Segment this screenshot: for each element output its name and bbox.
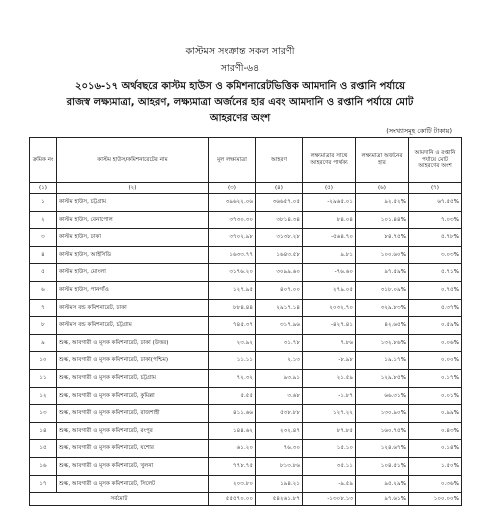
index-cell: (৫) — [303, 183, 356, 194]
name-cell: শুল্ক, আবগারী ও মূসক কমিশনারেট, যশোর — [57, 440, 209, 458]
target-cell: ১৬৩৩.৭৭ — [209, 246, 256, 264]
name-cell: কাস্টম হাউস, পানগাঁও — [57, 281, 209, 299]
table-row — [30, 457, 462, 475]
name-cell: কাস্টম হাউস, বেনাপোল — [57, 211, 209, 229]
table-row — [30, 334, 462, 352]
share-cell: ৩.০৩% — [409, 246, 462, 264]
difference-cell: ৮৪.০৪ — [303, 211, 356, 229]
table-row — [30, 299, 462, 317]
table-row — [30, 352, 462, 370]
table-row — [30, 440, 462, 458]
table-row — [30, 387, 462, 405]
name-cell: শুল্ক, আবগারী ও মূসক কমিশনারেট, খুলনা — [57, 457, 209, 475]
col-header-name: কাস্টম হাউস/কমিশনারেটের নাম — [57, 138, 209, 183]
share-cell: ০.৭৫% — [409, 281, 462, 299]
target-cell: ৭৭৮.৭৫ — [209, 457, 256, 475]
achievement-cell: ১০৪.৫১% — [356, 457, 409, 475]
share-cell: ০.৯৯% — [409, 405, 462, 423]
difference-cell: ২১.৫৯ — [303, 369, 356, 387]
collection-cell: ১৯৪.২১ — [256, 475, 303, 493]
achievement-cell: ১০১.৪৪% — [356, 211, 409, 229]
serial-cell: ১১ — [30, 369, 57, 387]
target-cell: ৪১১.৬৬ — [209, 405, 256, 423]
achievement-cell: ৬৬.৩১% — [356, 387, 409, 405]
share-cell: ০.১৭% — [409, 369, 462, 387]
collection-cell: ৮১৩.৮৬ — [256, 457, 303, 475]
serial-cell: ১০ — [30, 352, 57, 370]
share-cell: ৫.৩৭% — [409, 299, 462, 317]
target-cell: ২৩.৯২ — [209, 334, 256, 352]
revenue-table — [29, 137, 462, 506]
share-cell: ৫.৭৮% — [409, 229, 462, 247]
achievement-cell: ৯২.৫২% — [356, 194, 409, 212]
difference-cell: -৫৬৪.৭০ — [303, 229, 356, 247]
serial-cell: ৫ — [30, 264, 57, 282]
share-cell: ০.৪৩% — [409, 422, 462, 440]
difference-cell: ১৫.১০ — [303, 440, 356, 458]
table-row — [30, 422, 462, 440]
index-cell: (২) — [57, 183, 209, 194]
col-header-achievement-rate: লক্ষ্যমাত্রা অর্জনের হার — [356, 138, 409, 183]
table-title-line-3: আহরণের অংশ — [209, 113, 271, 124]
name-cell: শুল্ক, আবগারী ও মূসক কমিশনারেট, ঢাকা(পশ্চিম) — [57, 352, 209, 370]
collection-cell: ৩৮১৪.৩৪ — [256, 211, 303, 229]
collection-cell: ২৯১৭.১৪ — [256, 299, 303, 317]
table-row — [30, 281, 462, 299]
serial-cell: ৩ — [30, 229, 57, 247]
difference-cell: ৭.৮৬ — [303, 334, 356, 352]
difference-cell: ৯.৮১ — [303, 246, 356, 264]
target-cell: ৮৮৪.৪৪ — [209, 299, 256, 317]
serial-cell: ৪ — [30, 246, 57, 264]
serial-cell: ১৭ — [30, 475, 57, 493]
difference-cell: ২৭৯.০৫ — [303, 281, 356, 299]
index-cell: (৪) — [256, 183, 303, 194]
achievement-cell: ৮৪.৭৫% — [356, 229, 409, 247]
share-cell: ০.৩৬% — [409, 475, 462, 493]
table-row — [30, 211, 462, 229]
serial-cell: ২ — [30, 211, 57, 229]
target-cell: ৭৪৫.৩৭ — [209, 317, 256, 335]
serial-cell: ১ — [30, 194, 57, 212]
target-cell: ৩৭৩০.৩০ — [209, 211, 256, 229]
collection-cell: ৫৩৮.৮৮ — [256, 405, 303, 423]
serial-cell: ৯ — [30, 334, 57, 352]
collection-cell: ৭৬.৩০ — [256, 440, 303, 458]
share-cell: ৫.৭১% — [409, 264, 462, 282]
name-cell: শুল্ক, আবগারী ও মূসক কমিশনারেট, সিলেট — [57, 475, 209, 493]
index-cell: (৬) — [356, 183, 409, 194]
total-row — [30, 493, 462, 506]
target-cell: ৬১.২০ — [209, 440, 256, 458]
name-cell: কাস্টম হাউস, মোংলা — [57, 264, 209, 282]
table-title-line-2: রাজস্ব লক্ষ্যমাত্রা, আহরণ, লক্ষ্যমাত্রা অর্জনের হার এবং আমদানি ও রপ্তানি পর্যায়ে মোট — [66, 97, 414, 108]
col-header-target: মূল লক্ষ্যমাত্রা — [209, 138, 256, 183]
achievement-cell: ৯৫.২৯% — [356, 475, 409, 493]
difference-cell: ৮৭.৮৫ — [303, 422, 356, 440]
column-index-row — [30, 183, 462, 194]
serial-cell: ১২ — [30, 387, 57, 405]
target-cell: ৩৭০২.৯৮ — [209, 229, 256, 247]
serial-cell: ১৫ — [30, 440, 57, 458]
achievement-cell: ৪২.৬৫% — [356, 317, 409, 335]
table-number: সারণী-৬৪ — [220, 63, 260, 74]
name-cell: কাস্টমস বন্ড কমিশনারেট, ঢাকা — [57, 299, 209, 317]
name-cell: শুল্ক, আবগারী ও মূসক কমিশনারেট, ঢাকা (উত্তর) — [57, 334, 209, 352]
name-cell: কাস্টম হাউস, ঢাকা — [57, 229, 209, 247]
name-cell: শুল্ক, আবগারী ও মূসক কমিশনারেট, চট্টগ্রাম — [57, 369, 209, 387]
collection-cell: ৩.৬৮ — [256, 387, 303, 405]
achievement-cell: ৯৭.৫৯% — [356, 264, 409, 282]
achievement-cell: ১৩২.৮৬% — [356, 334, 409, 352]
table-row — [30, 317, 462, 335]
share-cell: ৬৭.৫৫% — [409, 194, 462, 212]
serial-cell: ৬ — [30, 281, 57, 299]
difference-cell: -৪২৭.৪১ — [303, 317, 356, 335]
name-cell: কাস্টমস বন্ড কমিশনারেট, চট্টগ্রাম — [57, 317, 209, 335]
target-cell: ৫.৫৫ — [209, 387, 256, 405]
target-cell: ৩১৭৬.২০ — [209, 264, 256, 282]
achievement-cell: ৩১৮.০৯% — [356, 281, 409, 299]
name-cell: শুল্ক, আবগারী ও মূসক কমিশনারেট, কুমিল্লা — [57, 387, 209, 405]
table-row — [30, 405, 462, 423]
index-cell: (৩) — [209, 183, 256, 194]
table-header-row — [30, 138, 462, 183]
share-cell: ১.৫০% — [409, 457, 462, 475]
name-cell: শুল্ক, আবগারী ও মূসক কমিশনারেট, রাজশাহী — [57, 405, 209, 423]
total-target: ৫৫৫৭০.০০ — [209, 493, 256, 506]
section-title: কাস্টমস সংক্রান্ত সকল সারণী — [185, 46, 295, 57]
achievement-cell: ১৯.১৭% — [356, 352, 409, 370]
difference-cell: -৭৬.৬০ — [303, 264, 356, 282]
target-cell: ১১.১১ — [209, 352, 256, 370]
unit-note: (সংখ্যাসমূহ কোটি টাকায়) — [386, 127, 452, 135]
collection-cell: ২৩২.৪৭ — [256, 422, 303, 440]
serial-cell: ৮ — [30, 317, 57, 335]
achievement-cell: ১৬০.৭৫% — [356, 422, 409, 440]
achievement-cell: ৩২৯.৮৩% — [356, 299, 409, 317]
target-cell: ৭২.৩২ — [209, 369, 256, 387]
col-header-share: আমদানি ও রপ্তানি পর্যায়ে মোট আহরণের অংশ — [409, 138, 462, 183]
total-collection: ৫৪২৬১.৮৭ — [256, 493, 303, 506]
share-cell: ০.৫৯% — [409, 317, 462, 335]
serial-cell: ১৩ — [30, 405, 57, 423]
total-label: সর্বমোট — [30, 493, 209, 506]
col-header-serial: ক্রমিক নং — [30, 138, 57, 183]
collection-cell: ৩৬৬৫৭.০৫ — [256, 194, 303, 212]
difference-cell: ১২৭.২২ — [303, 405, 356, 423]
name-cell: শুল্ক, আবগারী ও মূসক কমিশনারেট, রংপুর — [57, 422, 209, 440]
target-cell: ২০৩.৮০ — [209, 475, 256, 493]
target-cell: ৩৯৬২২.০৬ — [209, 194, 256, 212]
achievement-cell: ১২৪.৬৭% — [356, 440, 409, 458]
table-title-line-1: ২০১৬-১৭ অর্থবছরে কাস্টম হাউস ও কমিশনারেটভিত্তিক আমদানি ও রপ্তানি পর্যায়ে — [74, 81, 406, 92]
col-header-collection: আহরণ — [256, 138, 303, 183]
table-row — [30, 194, 462, 212]
achievement-cell: ১২৯.৮৫% — [356, 369, 409, 387]
target-cell: ১৪৪.৬২ — [209, 422, 256, 440]
difference-cell: -১.৮৭ — [303, 387, 356, 405]
serial-cell: ১৬ — [30, 457, 57, 475]
target-cell: ১২৭.৯৫ — [209, 281, 256, 299]
difference-cell: -৮.৯৮ — [303, 352, 356, 370]
table-row — [30, 246, 462, 264]
share-cell: ০.১৪% — [409, 440, 462, 458]
difference-cell: ৩৫.১১ — [303, 457, 356, 475]
achievement-cell: ১০০.৬০% — [356, 246, 409, 264]
serial-cell: ৭ — [30, 299, 57, 317]
total-share: ১০০.০০% — [409, 493, 462, 506]
name-cell: কাস্টম হাউস, আইসিডি — [57, 246, 209, 264]
collection-cell: ৩১৩৮.২৮ — [256, 229, 303, 247]
collection-cell: ৩১৭.৯৬ — [256, 317, 303, 335]
name-cell: কাস্টম হাউস, চট্টগ্রাম — [57, 194, 209, 212]
achievement-cell: ১৩০.৯০% — [356, 405, 409, 423]
total-achievement: ৯৭.৬১% — [356, 493, 409, 506]
difference-cell: -৯.৫৯ — [303, 475, 356, 493]
share-cell: ৭.০৩% — [409, 211, 462, 229]
share-cell: ০.০০% — [409, 352, 462, 370]
table-row — [30, 475, 462, 493]
difference-cell: -২৯৬৫.০১ — [303, 194, 356, 212]
share-cell: ০.০১% — [409, 387, 462, 405]
difference-cell: ২০৩২.৭০ — [303, 299, 356, 317]
table-row — [30, 229, 462, 247]
index-cell: (১) — [30, 183, 57, 194]
col-header-difference: লক্ষ্যমাত্রার সাথে আহরণের পার্থক্য — [303, 138, 356, 183]
table-row — [30, 264, 462, 282]
total-difference: -১৩০৮.১৩ — [303, 493, 356, 506]
collection-cell: ৪০৭.০০ — [256, 281, 303, 299]
collection-cell: ১৬৪৩.৫৮ — [256, 246, 303, 264]
collection-cell: ২.১৩ — [256, 352, 303, 370]
collection-cell: ৩০৯৯.৬০ — [256, 264, 303, 282]
collection-cell: ৩১.৭৮ — [256, 334, 303, 352]
index-cell: (৭) — [409, 183, 462, 194]
table-row — [30, 369, 462, 387]
share-cell: ০.০৬% — [409, 334, 462, 352]
serial-cell: ১৪ — [30, 422, 57, 440]
collection-cell: ৯৩.৯১ — [256, 369, 303, 387]
